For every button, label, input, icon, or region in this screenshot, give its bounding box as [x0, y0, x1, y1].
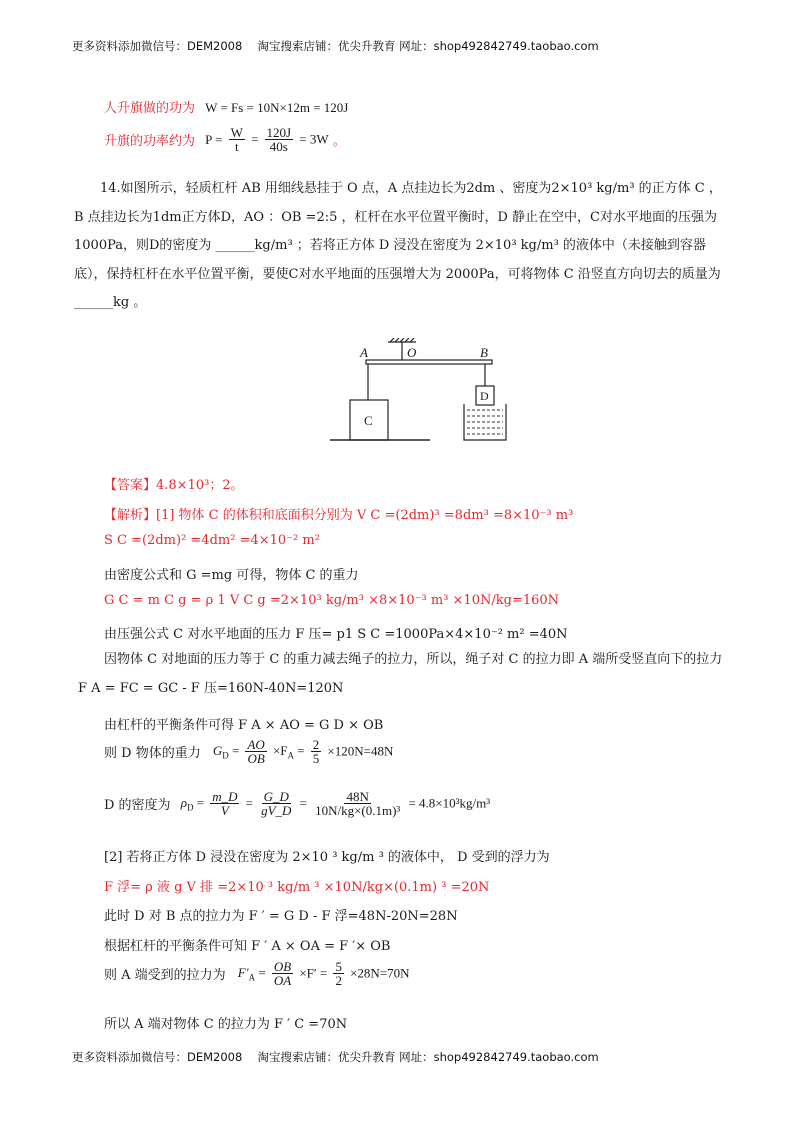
d-density-result: = 4.8×10³kg/m³ [408, 795, 491, 811]
a-force-result: ×28N=70N [350, 965, 410, 981]
a-force-frac1-num: OB [273, 959, 292, 974]
power-line [104, 126, 346, 153]
d-weight-frac2-num: 2 [312, 737, 320, 752]
analysis-line-8: 由杠杆的平衡条件可得 F A × AO = G D × OB [104, 718, 384, 733]
power-frac1-den: t [234, 139, 239, 154]
power-fraction-w-t [229, 126, 245, 153]
power-frac2-den: 40s [269, 139, 288, 154]
analysis-line-6: 因物体 C 对地面的压力等于 C 的重力减去绳子的拉力，所以，绳子对 C 的拉力即 A 端所受竖直向下的拉力 F A = FC = GC - F 压=160N-40N=120N [78, 652, 723, 696]
d-density-frac3-den: 10N/kg×(0.1m)³ [315, 803, 401, 818]
analysis-paragraph-7 [78, 646, 730, 703]
analysis-line-5: 由压强公式 C 对水平地面的压力 F 压= p1 S C =1000Pa×4×10⁻² m² =40N [104, 627, 568, 642]
d-density-frac-mv [210, 790, 239, 817]
analysis-line-9 [104, 738, 393, 765]
d-density-eq2: = [299, 795, 307, 811]
d-weight-frac-ratio [245, 738, 266, 765]
d-density-rho: ρ [180, 794, 187, 810]
a-force-frac2-den: 2 [335, 973, 342, 988]
a-force-frac-values [333, 960, 344, 987]
liquid-lines [467, 410, 503, 434]
a-force-f-sub: A [248, 972, 256, 983]
label-a: A [360, 345, 368, 360]
d-density-frac-gv [259, 790, 293, 817]
work-label: 人升旗做的功为 [104, 101, 196, 116]
analysis-line-15 [104, 960, 410, 987]
question-14 [74, 175, 726, 318]
d-weight-frac2-den: 5 [312, 751, 320, 766]
a-force-f: F′ [237, 964, 249, 980]
a-force-mid: ×F′ = [299, 965, 328, 981]
analysis-line-13: 此时 D 对 B 点的拉力为 F ′ = G D - F 浮=48N-20N=28N [104, 909, 458, 924]
analysis-line-14: 根据杠杆的平衡条件可知 F ′ A × OA = F ′× OB [104, 939, 391, 954]
d-density-eq1: = [245, 795, 253, 811]
d-weight-frac1-num: AO [247, 737, 265, 752]
power-label: 升旗的功率约为 [104, 134, 196, 149]
a-force-frac-ratio [272, 960, 293, 987]
power-eq1: = [251, 131, 259, 147]
label-d: D [480, 389, 489, 403]
analysis-line-11: [2] 若将正方体 D 浸没在密度为 2×10 ³ kg/m ³ 的液体中， D 受到的浮力为 [104, 850, 550, 865]
work-equation: W = Fs = 10N×12m = 120J [205, 100, 349, 115]
analysis-line-10 [104, 790, 490, 817]
analysis-line-16: 所以 A 端对物体 C 的拉力为 F ′ C =70N [104, 1017, 348, 1032]
d-weight-g: G [212, 742, 223, 758]
d-weight-result: ×120N=48N [327, 743, 394, 759]
d-weight-mid-text: ×F [272, 742, 288, 758]
analysis-line-3: 由密度公式和 G =mg 可得，物体 C 的重力 [104, 568, 359, 583]
page-header: 更多资料添加微信号：DEM2008 淘宝搜索店铺：优尖升教育 网址：shop492842749.taobao.com [72, 39, 599, 53]
d-weight-mid: $\times F_A$ = [272, 742, 305, 761]
a-force-frac2-num: 5 [335, 959, 342, 974]
analysis-line-2: S C =(2dm)² =4dm² =4×10⁻² m² [104, 533, 320, 548]
d-weight-mid-sub: A [287, 750, 295, 761]
label-b: B [480, 345, 488, 360]
d-density-label: D 的密度为 [104, 798, 171, 813]
analysis-line-12: F 浮= ρ 液 g V 排 =2×10 ³ kg/m ³ ×10N/kg×(0.1m) ³ =20N [104, 880, 490, 895]
label-o: O [407, 345, 417, 360]
d-weight-label: 则 D 物体的重力 [104, 746, 201, 761]
power-end: 。 [332, 134, 346, 149]
d-density-rho-sub: D [186, 802, 194, 813]
power-p: P = [205, 131, 223, 147]
d-density-frac-values [313, 790, 402, 817]
work-line [104, 97, 348, 116]
lever-diagram [330, 338, 510, 446]
d-density-frac3-num: 48N [346, 789, 369, 804]
page-footer: 更多资料添加微信号：DEM2008 淘宝搜索店铺：优尖升教育 网址：shop492842749.taobao.com [72, 1050, 599, 1064]
a-force-frac1-den: OA [273, 973, 292, 988]
d-density-frac1-num: m_D [212, 789, 238, 804]
d-weight-frac1-den: OB [247, 751, 265, 766]
power-result: = 3W [299, 131, 329, 147]
analysis-line-4: G C = m C g = ρ 1 V C g =2×10³ kg/m³ ×8×10⁻³ m³ ×10N/kg=160N [104, 593, 560, 608]
power-frac1-num: W [230, 125, 243, 140]
a-force-lhs: $F'_A$ = [237, 964, 266, 983]
d-density-frac1-den: V [220, 803, 229, 818]
answer-line: 【答案】4.8×10³；2。 [104, 478, 244, 493]
d-density-frac2-den: gV_D [261, 803, 292, 818]
question-text: 14.如图所示，轻质杠杆 AB 用细线悬挂于 O 点，A 点挂边长为2dm 、密度为2×10³ kg/m³ 的正方体 C ， B 点挂边长为1dm正方体D，AO ：OB =2:5 ，杠杆在水平位置平衡时，D 静止在空中，C对水平地面的压强为1000Pa，则D的密度为 ______kg/m³ ；若将正方体 D 浸没在密度为 2×10³ kg/m³ 的液体中（未接触到容器底），保持杠杆在水平位置平衡，要使C对水平地面的压强增大为 2000Pa，可将物体 C 沿竖直方向切去的质量为 ______kg 。 [74, 181, 722, 310]
a-force-label: 则 A 端受到的拉力为 [104, 968, 226, 983]
d-weight-g-sub: D [222, 750, 229, 761]
d-weight-frac-values [311, 738, 322, 765]
d-weight-lhs: $G_D$ = [212, 742, 240, 761]
lever-bar [366, 360, 492, 364]
analysis-line-1: 【解析】[1] 物体 C 的体积和底面积分别为 V C =(2dm)³ =8dm³ =8×10⁻³ m³ [104, 508, 574, 523]
label-c: C [364, 413, 373, 428]
d-density-lhs: $\rho_D$ = [180, 794, 205, 813]
d-density-frac2-num: G_D [263, 789, 289, 804]
power-fraction-values [265, 126, 294, 153]
power-frac2-num: 120J [266, 125, 292, 140]
